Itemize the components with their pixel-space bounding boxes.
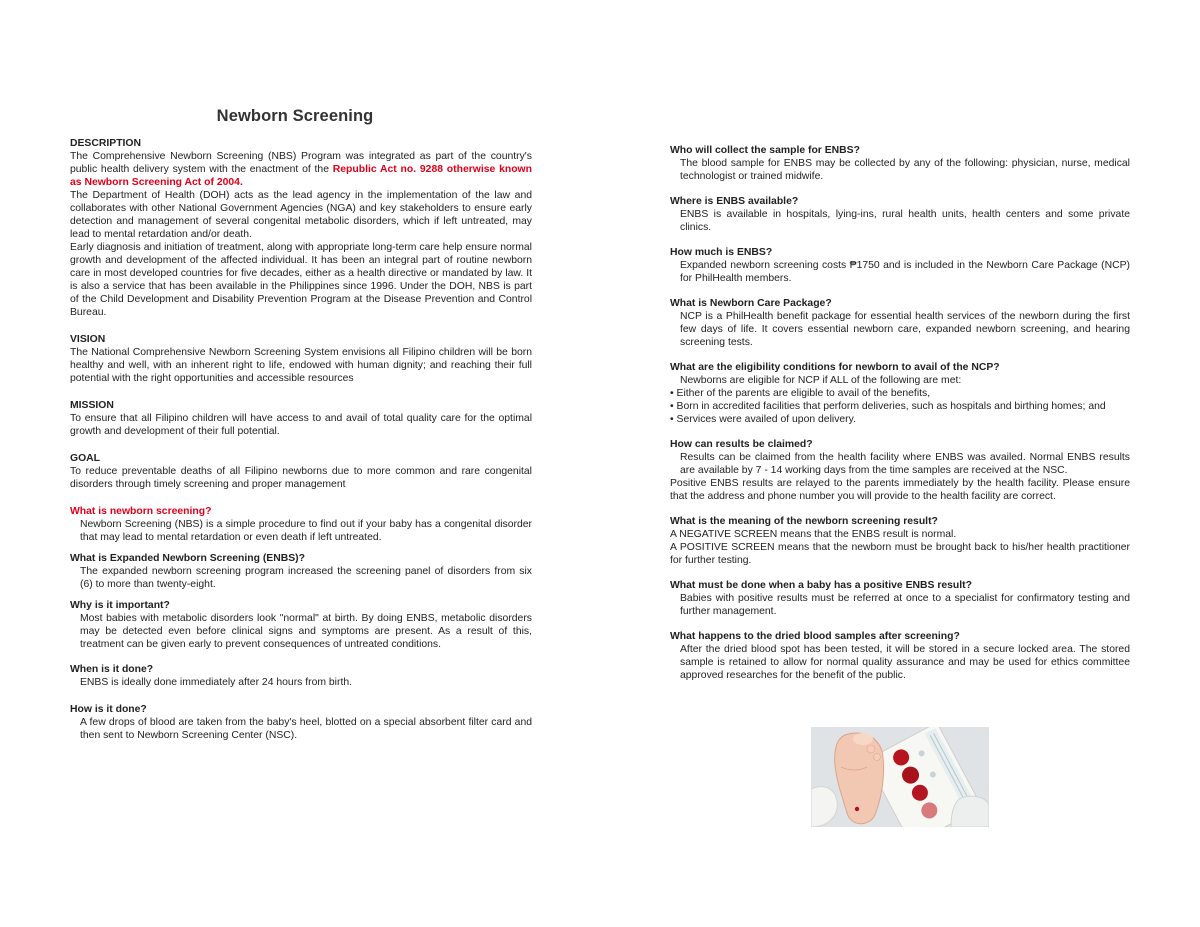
faq-answer: Expanded newborn screening costs ₱1750 and is included in the Newborn Care Package (NCP) for PhilHealth members.: [680, 260, 1130, 284]
faq-item: [70, 552, 532, 591]
goal-section: [70, 452, 532, 491]
faq-answer: ENBS is available in hospitals, lying-ins, rural health units, health centers and some private clinics.: [680, 209, 1130, 233]
meaning-section: [670, 515, 1130, 567]
faq-answer: ENBS is ideally done immediately after 24 hours from birth.: [80, 677, 353, 688]
faq-question: How can results be claimed?: [670, 439, 813, 450]
faq-question: What is Expanded Newborn Screening (ENBS)?: [70, 553, 305, 564]
faq-item: [670, 144, 1130, 183]
vision-heading: VISION: [70, 334, 106, 345]
left-column: [70, 107, 532, 750]
faq-item: [670, 630, 1130, 682]
vision-text: The National Comprehensive Newborn Screening System envisions all Filipino children will be born healthy and well, with an inherent right to life, endowed with human dignity; and reaching their full potential with the right opportunities and accessible resources: [70, 347, 532, 384]
eligibility-intro: Newborns are eligible for NCP if ALL of the following are met:: [680, 375, 962, 386]
faq-item: [670, 579, 1130, 618]
faq-question: When is it done?: [70, 664, 154, 675]
results-section: [670, 438, 1130, 503]
eligibility-section: [670, 361, 1130, 426]
results-answer-1: Results can be claimed from the health facility where ENBS was availed. Normal ENBS results are available by 7 - 14 working days from the time samples are received at the NSC.: [680, 452, 1130, 476]
faq-answer: Babies with positive results must be referred at once to a specialist for confirmatory testing and further management.: [680, 593, 1130, 617]
faq-question: Why is it important?: [70, 600, 170, 611]
faq-answer: The expanded newborn screening program increased the screening panel of disorders from six (6) to more than twenty-eight.: [80, 566, 532, 590]
faq-question: What is the meaning of the newborn screening result?: [670, 516, 938, 527]
newborn-heel-photo-illustration: [811, 727, 989, 827]
faq-item: [670, 297, 1130, 349]
right-column: [670, 144, 1130, 690]
faq-answer: NCP is a PhilHealth benefit package for essential health services of the newborn during the first few days of life. It covers essential newborn care, expanded newborn screening, and hearing screening tests.: [680, 311, 1130, 348]
eligibility-bullet: • Either of the parents are eligible to avail of the benefits,: [670, 388, 931, 399]
faq-answer: Newborn Screening (NBS) is a simple procedure to find out if your baby has a congenital disorder that may lead to mental retardation or even death if left untreated.: [80, 519, 532, 543]
faq-item: [670, 195, 1130, 234]
description-paragraph-3: Early diagnosis and initiation of treatment, along with appropriate long-term care help ensure normal growth and development of the affected individual. It has been an integral part of routine newborn care in most developed countries for five decades, either as a health directive or mandated by law. It is also a service that has been available in the Philippines since 1996. Under the DOH, NBS is part of the Child Development and Disability Prevention Program at the Disease Prevention and Control Bureau.: [70, 242, 532, 318]
faq-item: [670, 246, 1130, 285]
negative-screen-text: A NEGATIVE SCREEN means that the ENBS result is normal.: [670, 529, 957, 540]
mission-text: To ensure that all Filipino children will have access to and avail of total quality care for the optimal growth and development of their full potential.: [70, 413, 532, 437]
faq-question: Who will collect the sample for ENBS?: [670, 145, 860, 156]
faq-item: [70, 663, 532, 689]
faq-answer: The blood sample for ENBS may be collected by any of the following: physician, nurse, medical technologist or trained midwife.: [680, 158, 1130, 182]
page-title: Newborn Screening: [216, 107, 374, 125]
faq-item: [70, 703, 532, 742]
faq-question: What is Newborn Care Package?: [670, 298, 832, 309]
description-paragraph-1: [70, 150, 532, 189]
faq-answer: A few drops of blood are taken from the baby's heel, blotted on a special absorbent filter card and then sent to Newborn Screening Center (NSC).: [80, 717, 532, 741]
faq-answer: Most babies with metabolic disorders look "normal" at birth. By doing ENBS, metabolic disorders may be detected even before clinical signs and symptoms are present. As a result of this, treatment can be given early to prevent consequences of untreated conditions.: [80, 613, 532, 650]
faq-item: [70, 599, 532, 651]
republic-act-reference: Republic Act no. 9288 otherwise known as Newborn Screening Act of 2004.: [70, 164, 532, 188]
eligibility-bullet: • Born in accredited facilities that perform deliveries, such as hospitals and birthing homes; and: [670, 401, 1106, 412]
newborn-heel-blood-sample-photo: [811, 727, 989, 827]
description-heading: DESCRIPTION: [70, 138, 142, 149]
description-section: [70, 137, 532, 319]
faq-question: What are the eligibility conditions for newborn to avail of the NCP?: [670, 362, 1000, 373]
faq-question: What is newborn screening?: [70, 506, 212, 517]
faq-question: Where is ENBS available?: [670, 196, 799, 207]
description-paragraph-2: The Department of Health (DOH) acts as the lead agency in the implementation of the law and collaborates with other National Government Agencies (NGA) and key stakeholders to ensure early detection and management of several congenital metabolic disorders, which if left untreated, may lead to mental retardation and/or death.: [70, 190, 532, 240]
faq-item: [70, 505, 532, 544]
faq-answer: After the dried blood spot has been tested, it will be stored in a secure locked area. The stored sample is retained to allow for normal quality assurance and may be used for ethics committee approved researches for the benefit of the public.: [680, 644, 1130, 681]
goal-heading: GOAL: [70, 453, 101, 464]
mission-section: [70, 399, 532, 438]
eligibility-bullet: • Services were availed of upon delivery.: [670, 414, 856, 425]
faq-question: How is it done?: [70, 704, 147, 715]
faq-question: What must be done when a baby has a positive ENBS result?: [670, 580, 972, 591]
faq-question: How much is ENBS?: [670, 247, 773, 258]
faq-question: What happens to the dried blood samples after screening?: [670, 631, 960, 642]
results-answer-2: Positive ENBS results are relayed to the parents immediately by the health facility. Please ensure that the address and phone number you will provide to the health facility are correct.: [670, 478, 1130, 502]
positive-screen-text: A POSITIVE SCREEN means that the newborn must be brought back to his/her health practitioner for further testing.: [670, 542, 1130, 566]
description-text: The Comprehensive Newborn Screening (NBS) Program was integrated as part of the country's public health delivery system with the enactment of the: [70, 151, 532, 175]
vision-section: [70, 333, 532, 385]
mission-heading: MISSION: [70, 400, 114, 411]
goal-text: To reduce preventable deaths of all Filipino newborns due to more common and rare congenital disorders through timely screening and proper management: [70, 466, 532, 490]
